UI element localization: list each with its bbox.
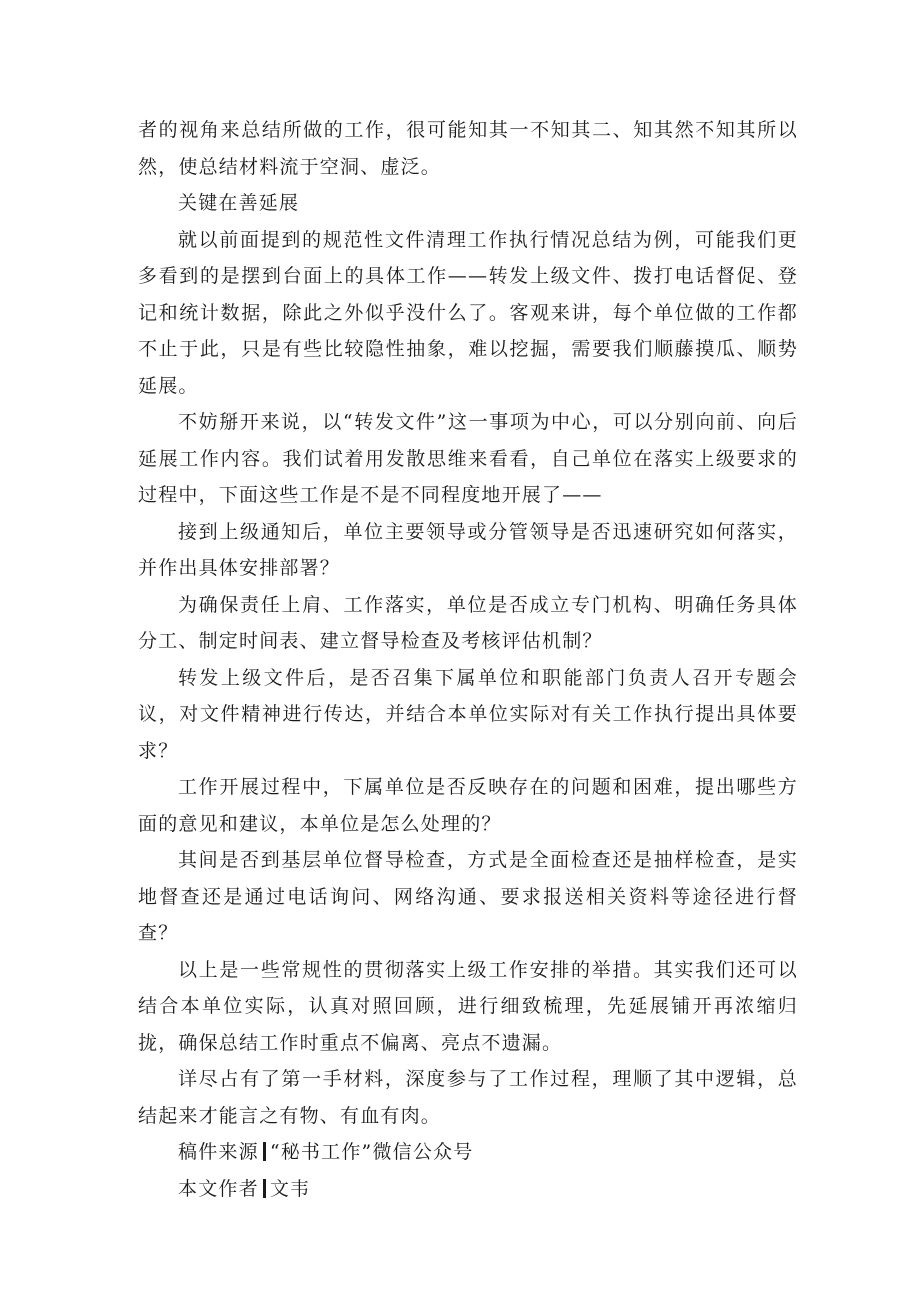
author-value: 文韦	[269, 1177, 311, 1200]
paragraph: 其间是否到基层单位督导检查，方式是全面检查还是抽样检查，是实地督查还是通过电话询问、网络沟通、要求报送相关资料等途径进行督查？	[138, 849, 798, 944]
paragraph: 不妨掰开来说，以“转发文件”这一事项为中心，可以分别向前、向后延展工作内容。我们试着用发散思维来看看，自己单位在落实上级要求的过程中，下面这些工作是不是不同程度地开展了——	[138, 411, 798, 506]
separator-bar	[263, 1179, 266, 1198]
paragraph: 工作开展过程中，下属单位是否反映存在的问题和困难，提出哪些方面的意见和建议，本单位是怎么处理的？	[138, 776, 798, 835]
source-value: “秘书工作”微信公众号	[269, 1141, 474, 1163]
separator-bar	[263, 1142, 266, 1161]
paragraph-continued: 者的视角来总结所做的工作，很可能知其一不知其二、知其然不知其所以然，使总结材料流于空洞、虚泛。	[138, 119, 798, 178]
section-heading: 关键在善延展	[178, 192, 300, 214]
paragraph: 为确保责任上肩、工作落实，单位是否成立专门机构、明确任务具体分工、制定时间表、建立督导检查及考核评估机制？	[138, 593, 798, 652]
paragraph: 以上是一些常规性的贯彻落实上级工作安排的举措。其实我们还可以结合本单位实际，认真对照回顾，进行细致梳理，先延展铺开再浓缩归拢，确保总结工作时重点不偏离、亮点不遗漏。	[138, 958, 798, 1054]
source-label: 稿件来源	[178, 1141, 259, 1163]
source-credit	[138, 1134, 798, 1171]
paragraph: 详尽占有了第一手材料，深度参与了工作过程，理顺了其中逻辑，总结起来才能言之有物、有血有肉。	[138, 1068, 798, 1127]
paragraph: 接到上级通知后，单位主要领导或分管领导是否迅速研究如何落实，并作出具体安排部署？	[138, 520, 798, 579]
article-body	[138, 112, 798, 1207]
paragraph: 转发上级文件后，是否召集下属单位和职能部门负责人召开专题会议，对文件精神进行传达，并结合本单位实际对有关工作执行提出具体要求？	[138, 666, 798, 762]
author-label: 本文作者	[178, 1177, 259, 1200]
author-credit	[138, 1171, 798, 1208]
paragraph: 就以前面提到的规范性文件清理工作执行情况总结为例，可能我们更多看到的是摆到台面上的具体工作——转发上级文件、拨打电话督促、登记和统计数据，除此之外似乎没什么了。客观来讲，每个单位做的工作都不止于此，只是有些比较隐性抽象，难以挖掘，需要我们顺藤摸瓜、顺势延展。	[138, 228, 798, 397]
